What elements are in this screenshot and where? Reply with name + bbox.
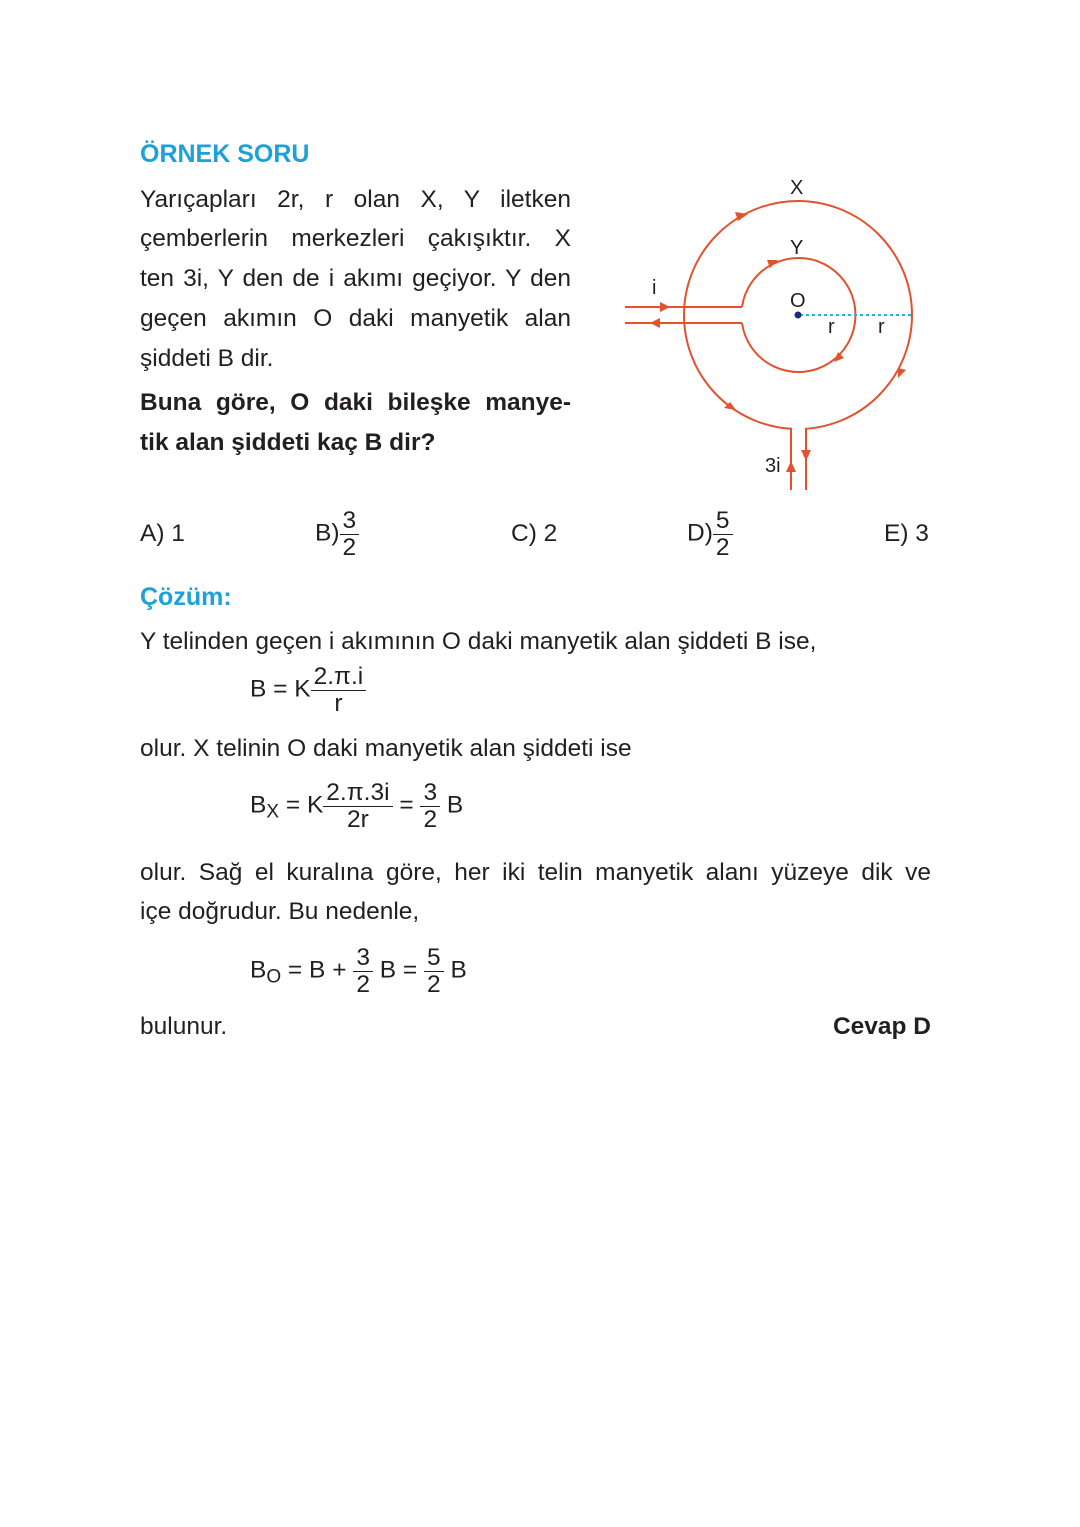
arrow-icon: [650, 318, 660, 328]
solution-text: içe doğrudur. Bu nedenle,: [140, 898, 420, 925]
arrow-icon: [786, 461, 796, 472]
eq-lhs: B = K: [250, 675, 311, 703]
question-bold-line: Buna göre, O daki bileşke manye-: [140, 389, 571, 416]
option-a[interactable]: A) 1: [140, 520, 185, 547]
label-i: i: [652, 277, 657, 299]
equation-bx: [250, 780, 463, 832]
arrow-icon: [660, 302, 670, 312]
center-dot: [795, 312, 802, 319]
numerator: 5: [424, 945, 444, 972]
solution-text: olur. Sağ el kuralına göre, her iki telin manyetik alanı yüzeye dik ve: [140, 859, 931, 886]
label-y: Y: [790, 237, 804, 259]
option-c[interactable]: C) 2: [511, 520, 558, 547]
denominator: 2: [427, 970, 441, 998]
eq-op: B =: [372, 956, 425, 984]
eq-b: B: [250, 791, 267, 819]
arrow-icon: [834, 352, 844, 362]
answer: Cevap D: [832, 1013, 931, 1040]
label-x: X: [790, 177, 804, 199]
solution-title: Çözüm:: [140, 583, 232, 611]
denominator: 2: [715, 533, 730, 561]
question-line: geçen akımın O daki manyetik alan: [140, 305, 571, 332]
denominator: 2: [423, 805, 438, 833]
solution-text: Y telinden geçen i akımının O daki manyetik alan şiddeti B ise,: [140, 628, 817, 655]
subscript: O: [266, 966, 282, 988]
arrow-icon: [898, 368, 906, 378]
question-line: ten 3i, Y den de i akımı geçiyor. Y den: [140, 265, 571, 292]
example-title: ÖRNEK SORU: [140, 140, 310, 168]
question-line: Yarıçapları 2r, r olan X, Y iletken: [140, 186, 571, 213]
eq-op: = B +: [281, 956, 354, 984]
label-r: r: [878, 316, 885, 338]
eq-b: B: [250, 956, 267, 984]
option-label: B): [315, 519, 340, 547]
denominator: 2r: [347, 805, 369, 833]
eq-tail: B: [440, 791, 464, 819]
subscript: X: [266, 801, 280, 823]
circuit-diagram: [0, 0, 1080, 520]
arrow-icon: [801, 450, 811, 461]
solution-text: bulunur.: [140, 1013, 228, 1040]
numerator: 2.π.i: [311, 664, 367, 691]
option-d[interactable]: [687, 508, 733, 560]
option-b[interactable]: [315, 508, 359, 560]
numerator: 3: [353, 945, 373, 972]
denominator: 2: [342, 533, 357, 561]
question-line: çemberlerin merkezleri çakışıktır. X: [140, 225, 571, 252]
numerator: 2.π.3i: [323, 780, 392, 807]
numerator: 3: [340, 508, 360, 535]
equation-bo: [250, 945, 467, 997]
denominator: 2: [356, 970, 370, 998]
option-label: D): [687, 519, 713, 547]
numerator: 3: [420, 780, 440, 807]
solution-text: olur. X telinin O daki manyetik alan şiddeti ise: [140, 735, 632, 762]
denominator: r: [334, 689, 343, 717]
equation-b: [250, 664, 366, 716]
question-bold-line: tik alan şiddeti kaç B dir?: [140, 429, 436, 456]
question-line: şiddeti B dir.: [140, 345, 274, 372]
option-e[interactable]: E) 3: [884, 520, 929, 547]
label-r: r: [828, 316, 835, 338]
eq-op: =: [392, 791, 421, 819]
label-o: O: [790, 290, 806, 312]
numerator: 5: [713, 508, 733, 535]
eq-tail: B: [443, 956, 467, 984]
eq-op: = K: [279, 791, 324, 819]
label-3i: 3i: [765, 455, 781, 477]
